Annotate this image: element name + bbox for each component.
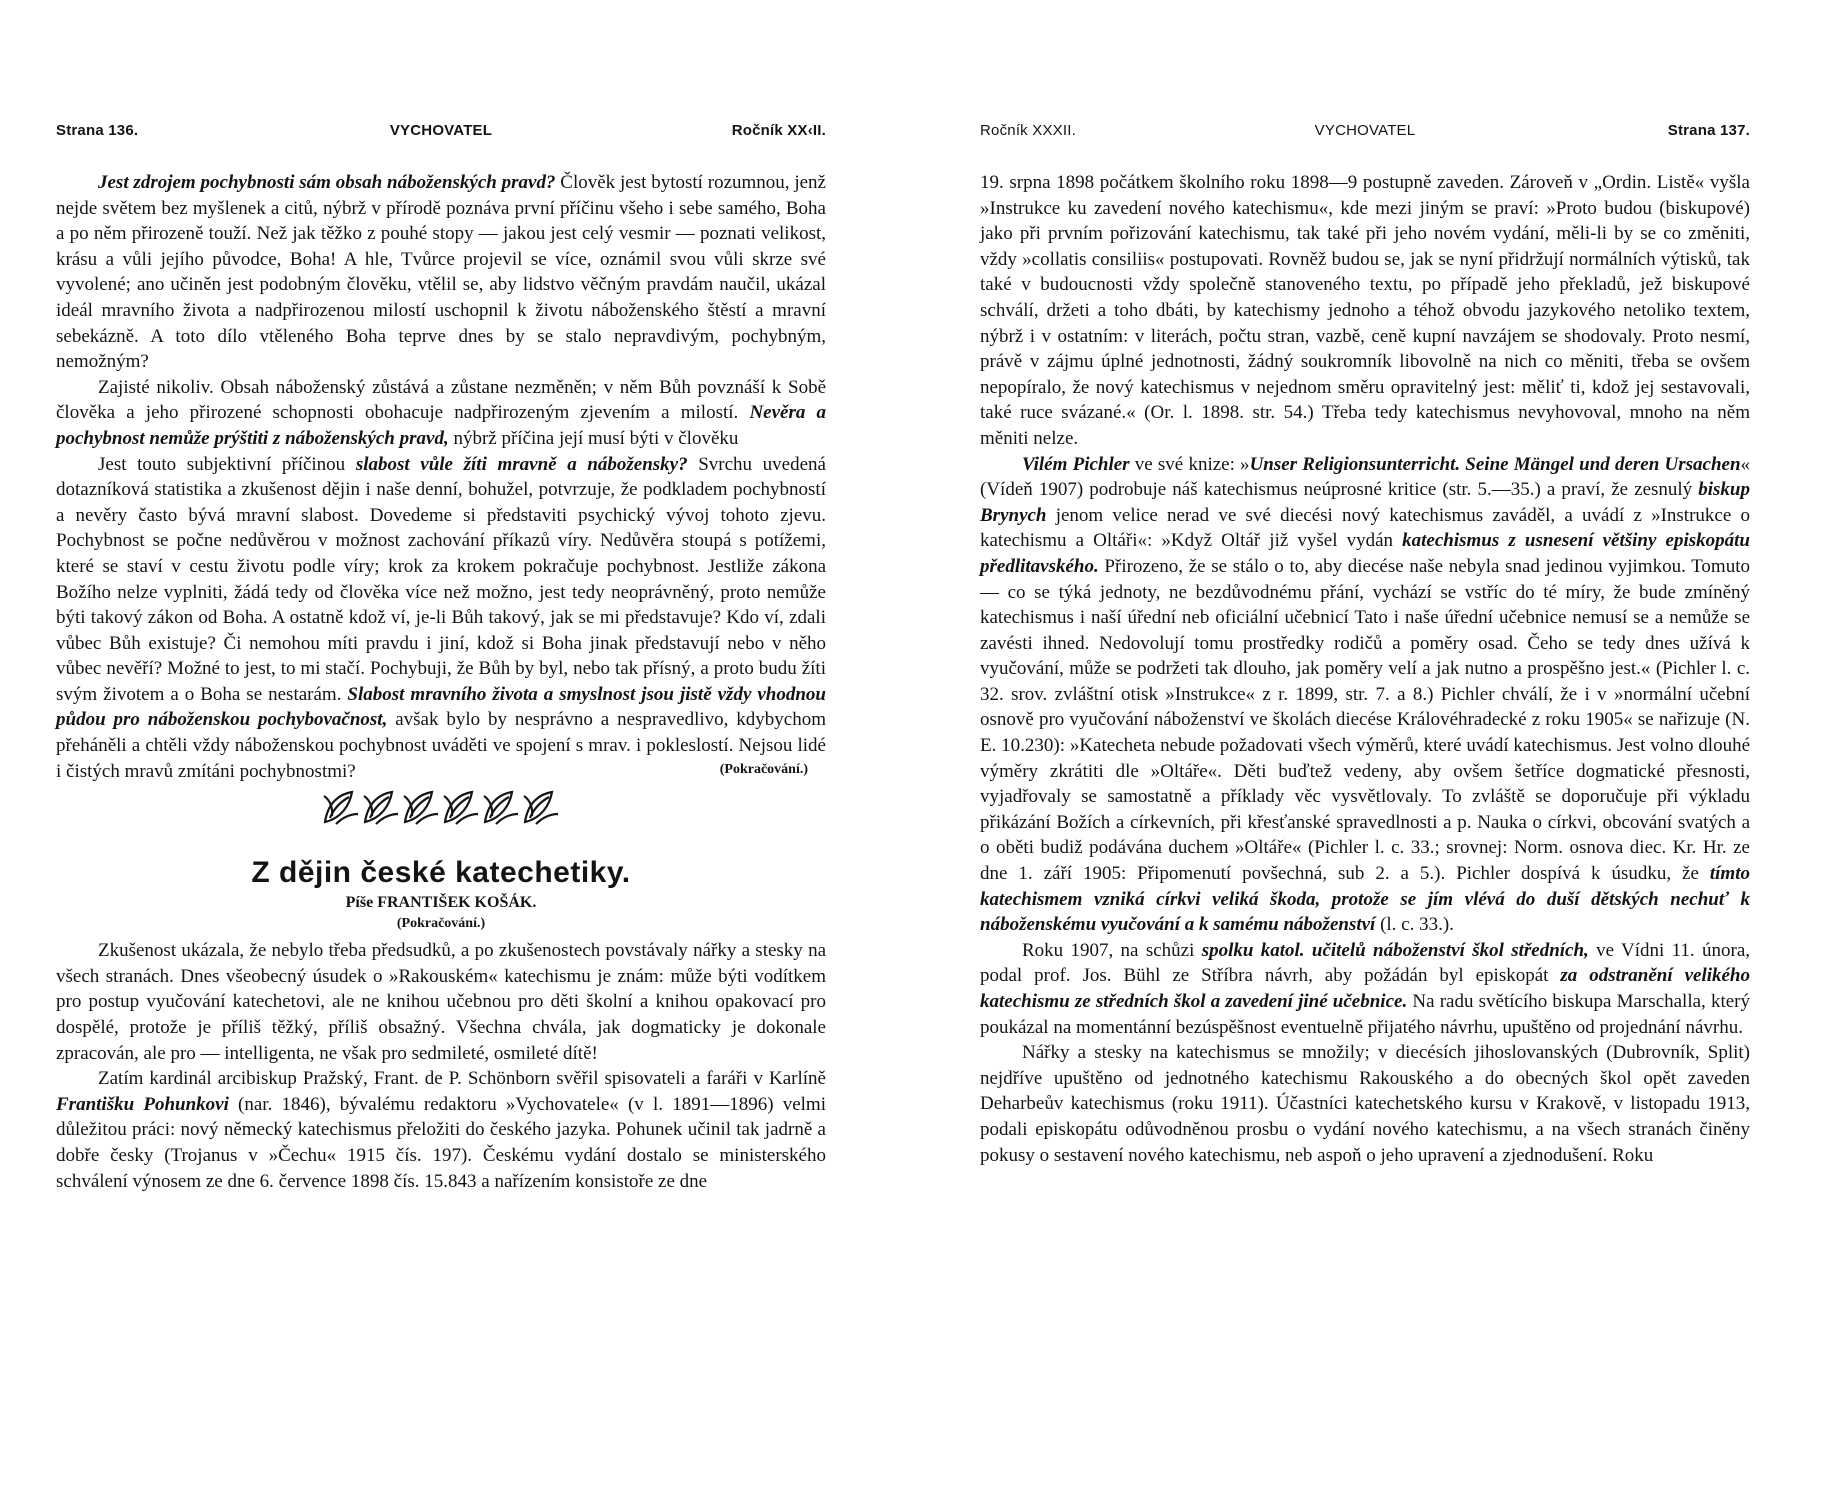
- continued-mark: (Pokračování.): [719, 762, 808, 778]
- emphasis-text: Vilém Pichler: [1022, 453, 1130, 475]
- emphasis-text: katechismus z usnesení většiny episkopátu předlitavského.: [980, 530, 1750, 577]
- leaf-ornament-icon: [442, 788, 480, 828]
- paragraph: [980, 938, 1750, 1040]
- right-paragraphs: [980, 170, 1750, 1168]
- leaf-ornament-icon: [522, 788, 560, 828]
- emphasis-text: Jest zdrojem pochybnosti sám obsah náboženských pravd?: [98, 172, 556, 193]
- paragraph: [56, 938, 826, 1066]
- text-run: Zajisté nikoliv. Obsah náboženský zůstává a zůstane nezměněn; v něm Bůh povznáší k Sobě člověka a jeho přirozené schopnosti obohacuje nadpřirozeným zjevením a milostí.: [56, 376, 826, 424]
- article-paragraphs: [56, 938, 826, 1194]
- leaf-ornament-icon: [482, 788, 520, 828]
- text-run: Zatím kardinál arcibiskup Pražský, Frant. de P. Schönborn svěřil spisovateli a faráři v Karlíně: [98, 1068, 826, 1090]
- text-run: Nářky a stesky na katechismus se množily; v diecésích jihoslovanských (Dubrovník, Split) nejdříve upuštěno od jednotného katechismu Rakouského a do obecných škol opět zaveden Deharbeův katechismus (roku 1911). Účastníci katechetského kursu v Krakově, v listopadu 1913, podali episkopátu odůvodněnou prosbu o vydání nového katechismu, a na všech stranách činěny pokusy o sestavení nového katechismu, neb aspoň o jeho upravení a zjednodušení. Roku: [980, 1042, 1750, 1166]
- paragraph: [980, 170, 1750, 452]
- text-run: Jest touto subjektivní příčinou: [98, 453, 356, 475]
- right-page-number: Strana 137.: [1667, 122, 1750, 139]
- text-run: (l. c. 33.).: [1375, 914, 1454, 936]
- leaf-ornament-icon: [362, 788, 400, 828]
- right-page: [980, 0, 1750, 1500]
- emphasis-text: Nevěra a pochybnost nemůže prýštiti z náboženských pravd,: [56, 402, 827, 449]
- left-page: [56, 0, 826, 1500]
- emphasis-text: Slabost mravního života a smyslnost jsou jistě vždy vhodnou půdou pro náboženskou pochybovačnost,: [56, 683, 826, 731]
- left-paragraphs: [56, 170, 826, 784]
- left-page-number: Strana 136.: [56, 122, 139, 139]
- emphasis-text: slabost vůle žíti mravně a nábožensky?: [355, 453, 688, 475]
- paragraph: [56, 1066, 826, 1194]
- paragraph: [56, 375, 826, 452]
- emphasis-text: Unser Religionsunterricht. Seine Mängel und deren Ursachen: [1249, 453, 1741, 475]
- right-journal-title: VYCHOVATEL: [1314, 122, 1416, 139]
- emphasis-text: tímto katechismem vzniká církvi veliká škoda, protože se jím vlévá do duší dětských nechuť k náboženskému vyučování a k samému náboženství: [980, 863, 1750, 936]
- text-run: Na radu světícího biskupa Marschalla, který poukázal na momentánní bezúspěšnost eventuelně přijatého návrhu, upuštěno od projednání návrhu.: [980, 991, 1751, 1038]
- emphasis-text: Františku Pohunkovi: [56, 1093, 229, 1115]
- text-run: nýbrž příčina její musí býti v člověku: [448, 427, 739, 449]
- leaf-ornament-icon: [402, 788, 440, 828]
- right-running-head: [980, 122, 1750, 146]
- text-run: ve Vídni 11. února, podal prof. Jos. Bühl ze Stříbra návrh, aby požádán byl episkopát: [980, 939, 1750, 987]
- emphasis-text: spolku katol. učitelů náboženství škol středních,: [1201, 939, 1589, 961]
- text-run: Svrchu uvedená dotazníková statistika a zkušenost dějin i naše denní, bohužel, potvrzuje, že podkladem pochybností a nevěry často bývá mravní slabost. Dovedeme si představiti psychický vývoj tohoto zjevu. Pochybnost se počne nedůvěrou v možnost zachování příkazů víry. Nedůvěra stoupá s potížemi, které se staví v cestu životu podle víry; krok za krokem pokračuje pochybnost. Jestliže zákona Božího nelze vyplniti, žádá tedy od člověka více než možno, jest tedy neoprávněný, proto nemůže býti takový zákon od Boha. A ostatně kdož ví, je-li Bůh takový, jak se mi představuje? Kdo ví, zdali vůbec Bůh existuje? Či nemohou míti pravdu i jiní, kdož si Boha jinak představují nebo v něho vůbec nevěří? Možné to jest, to mi stačí. Pochybuji, že Bůh by byl, nebo tak přísný, a proto budu žíti svým životem a o Boha se nestarám.: [56, 453, 826, 705]
- paragraph: [56, 452, 826, 785]
- text-run: Přirozeno, že se stálo o to, aby diecése naše nebyla snad jedinou vyjimkou. Tomuto — co se týká jednoty, ne bezdůvodnému přání, vychází se vstříc do té míry, že bude zmíněný katechismus i naší úřední neb oficiální učebnicí Tato i naše úřední učebnice nemusí se a nemůže se zavésti ihned. Nedovolují tomu prostředky rodičů a poměry osad. Čeho se tedy dnes užívá k vyučování, může se podržeti tak dlouho, jak poměry velí a jak nutno a prospěšno jest.« (Pichler l. c. 32. srov. zvláštní otisk »Instrukce« z r. 1899, str. 7. a 8.) Pichler chválí, že i v »normální učební osnově pro vyučování náboženství ve školách diecése Královéhradecké z roku 1905« se nařizuje (N. E. 10.230): »Katecheta nebude požadovati všech výměrů, které uvádí katechismus. Jest volno dlouhé výměry zkrátiti dle »Oltáře«. Děti buďtež vedeny, aby ovšem šetříce dogmatické přesnosti, vyjadřovaly se samostatně a příklady věc vysvětlovaly. To zvláště se doporučuje při výkladu přikázání Božích a církevních, při křesťanské spravedlnosti a p. Nauka o církvi, obcování svatých a o oběti budiž podávána duchem »Oltáře« (Pichler l. c. 33.; srovnej: Norm. osnova diec. Kr. Hr. ze dne 1. září 1905: Připomenutí povšechná, sub 2. a 5.). Pichler dospívá k úsudku, že: [980, 555, 1750, 885]
- left-volume: Ročník XX‹II.: [731, 122, 826, 139]
- text-run: Člověk jest bytostí rozumnou, jenž nejde světem bez myšlenek a citů, nýbrž v přírodě poznáva první příčinu všeho i sebe samého, Boha a po něm přirozeně touží. Než jak těžko z pouhé stopy — jakou jest celý vesmir — poznati velikost, krásu a vůli jejího původce, Boha! A hle, Tvůrce projevil se více, oznámil svou vůli skrze své vyvolené; ano učiněn jest podobným člověku, vtělil se, aby lidstvo věčným pravdám naučil, ukázal ideál mravního života a nadpřirozenou milostí uschopnil k životu náboženského štěstí a mravní sebekázně. A toto dílo vtěleného Boha teprve dnes by se stalo nepravdivým, pochybným, nemožným?: [56, 172, 826, 373]
- leaf-ornament-icon: [322, 788, 360, 828]
- left-running-head: [56, 122, 826, 146]
- paragraph: [980, 1040, 1750, 1168]
- article-title: Z dějin české katechetiky.: [251, 856, 631, 890]
- text-run: Roku 1907, na schůzi: [1022, 939, 1202, 961]
- text-run: jenom velice nerad ve své diecési nový katechismus zaváděl, a uvádí z »Instrukce o katechismu a Oltáři«: »Když Oltář již vyšel vydán: [980, 504, 1750, 552]
- left-body: [56, 170, 826, 1194]
- left-journal-title: VYCHOVATEL: [389, 122, 493, 139]
- article-byline: Píše FRANTIŠEK KOŠÁK.: [345, 894, 537, 912]
- text-run: (nar. 1846), bývalému redaktoru »Vychovatele« (v l. 1891—1896) velmi důležitou práci: nový německý katechismus přeložiti do českého jazyka. Pohunek učinil tak jadrně a dobře česky (Trojanus v »Čechu« 1915 čís. 197). Českému vydání dostalo se ministerského schválení výnosem ze dne 6. července 1898 čís. 15.843 a nařízením konsistoře ze dne: [56, 1093, 826, 1192]
- right-volume: Ročník XXXII.: [980, 122, 1076, 139]
- text-run: ve své knize: »: [1129, 453, 1250, 475]
- paragraph: [56, 170, 826, 375]
- paragraph: [980, 452, 1750, 938]
- article-continued: (Pokračování.): [396, 916, 486, 932]
- text-run: Zkušenost ukázala, že nebylo třeba předsudků, a po zkušenostech povstávaly nářky a stesky na všech stranách. Dnes všeobecný úsudek o »Rakouském« katechismu je znám: může býti vodítkem pro postup vyučování katechetovi, ale ne knihou učebnou pro děti školní a knihou opakovací pro dospělé, protože je příliš těžký, příliš obsažný. Všechna chvála, jak dogmaticky je dokonale zpracován, ale pro — intelligenta, ne však pro sedmileté, osmileté dítě!: [56, 940, 826, 1064]
- decorative-ornament: [56, 788, 826, 830]
- emphasis-text: biskup Brynych: [980, 479, 1750, 526]
- emphasis-text: za odstranění velikého katechismu ze středních škol a zavedení jiné učebnice.: [980, 965, 1751, 1012]
- text-run: 19. srpna 1898 počátkem školního roku 1898—9 postupně zaveden. Zároveň v „Ordin. Listě« vyšla »Instrukce ku zavedení nového katechismu«, kde mezi jiným se praví: »Proto budou (biskupové) jako při prvním pořizování katechismu, tak také při jeho novém vydání, měli-li by se co změniti, vždy »collatis consiliis« postupovati. Rovněž budou se, jak se nyní přidržují normálních výtisků, tak také v budoucnosti vždy společně stanoveného textu, po případě jeho překladů, jež biskupové schválí, držeti a toho dbáti, by katechismy jednoho a téhož obvodu jazykového netoliko textem, nýbrž i v ostatním: v literách, počtu stran, vazbě, ceně kupní navzájem se shodovaly. Proto nesmí, právě v zájmu úplné jednotnosti, žádný soukromník libovolně na nich co měniti, třeba se ovšem nepopíralo, že nový katechismus v nejednom směru opravitelný jest: měliť ti, kdož jej sestavovali, také ruce svázané.« (Or. l. 1898. str. 54.) Třeba tedy katechismus nevyhovoval, mnoho na něm měniti nelze.: [980, 172, 1750, 449]
- text-run: « (Vídeň 1907) podrobuje náš katechismus neúprosné kritice (str. 5.—35.) a praví, že zesnulý: [980, 453, 1751, 501]
- text-run: avšak bylo by nesprávno a nespravedlivo, kdybychom přeháněli a chtěli vždy náboženskou pochybnost uváděti ve spojení s mrav. i pokleslostí. Nejsou lidé i čistých mravů zmítáni pochybnostmi?: [56, 709, 826, 782]
- right-body: [980, 170, 1750, 1168]
